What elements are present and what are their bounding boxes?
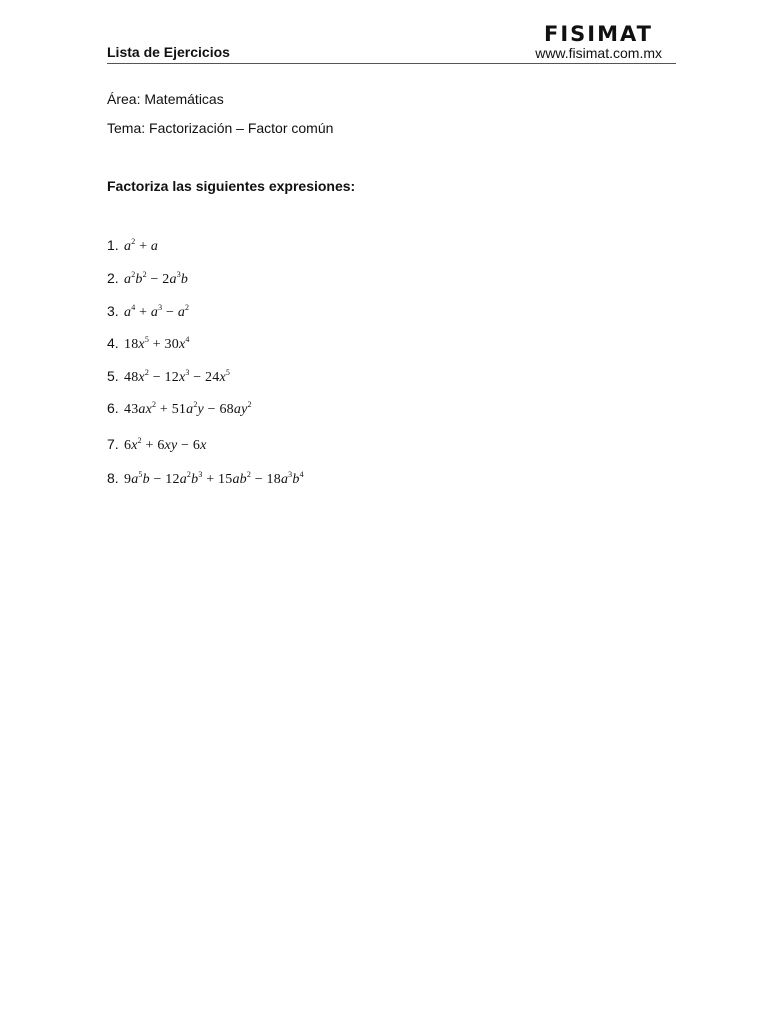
exercise-number: 6. xyxy=(107,400,119,416)
exercise-expression: $a^2b^2 - 2a^3b$ xyxy=(124,270,189,287)
exercise-expression: $a^4 + a^3 - a^2$ xyxy=(124,303,190,320)
fisimat-logo xyxy=(544,20,662,46)
instruction-heading: Factoriza las siguientes expresiones: xyxy=(107,178,356,194)
exercise-number: 5. xyxy=(107,368,119,384)
exercise-expression: $43ax^2 + 51a^2y - 68ay^2$ xyxy=(124,400,252,417)
exercise-expression: $9a^5b - 12a^2b^3 + 15ab^2 - 18a^3b^4$ xyxy=(124,470,304,487)
topic-line: Tema: Factorización – Factor común xyxy=(107,120,334,136)
exercise-item xyxy=(107,303,189,321)
area-line: Área: Matemáticas xyxy=(107,91,224,107)
exercise-number: 8. xyxy=(107,470,119,486)
exercise-number: 1. xyxy=(107,237,119,253)
exercise-number: 4. xyxy=(107,335,119,351)
exercise-item xyxy=(107,436,206,454)
exercise-number: 7. xyxy=(107,436,119,452)
exercise-number: 2. xyxy=(107,270,119,286)
exercise-expression: $18x^5 + 30x^4$ xyxy=(124,335,190,352)
exercise-item xyxy=(107,270,188,288)
exercise-item xyxy=(107,368,230,386)
exercise-item xyxy=(107,335,190,353)
exercise-item xyxy=(107,400,252,418)
exercise-item xyxy=(107,470,304,488)
exercise-expression: $48x^2 - 12x^3 - 24x^5$ xyxy=(124,368,231,385)
header-divider xyxy=(107,63,676,64)
exercise-expression: $a^2 + a$ xyxy=(124,237,159,254)
website-url: www.fisimat.com.mx xyxy=(535,45,662,61)
exercise-item xyxy=(107,237,158,255)
document-title: Lista de Ejercicios xyxy=(107,44,230,60)
exercise-expression: $6x^2 + 6xy - 6x$ xyxy=(124,436,207,453)
exercise-number: 3. xyxy=(107,303,119,319)
logo-wordmark: FISIMAT xyxy=(544,22,653,46)
